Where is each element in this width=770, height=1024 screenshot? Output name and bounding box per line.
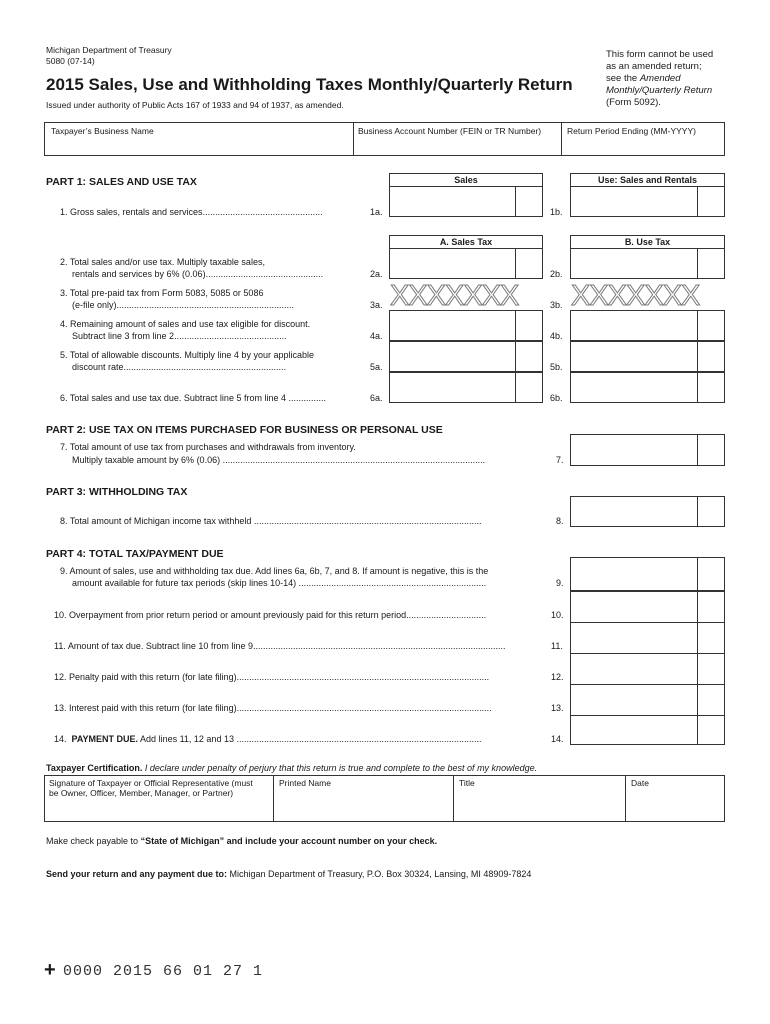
line3-label-1: 3. Total pre-paid tax from Form 5083, 5085 or 5086 <box>60 288 264 298</box>
line8-number: 8. <box>556 516 564 526</box>
col-header-use-tax: B. Use Tax <box>570 235 725 249</box>
line10-label: 10. Overpayment from prior return period or amount previously paid for this return period................................ <box>54 610 487 620</box>
line1a-field[interactable] <box>389 186 543 217</box>
line4-label-1: 4. Remaining amount of sales and use tax eligible for discount. <box>60 319 311 329</box>
line8-field[interactable] <box>570 496 725 527</box>
line2-label-2: rentals and services by 6% (0.06)............................................... <box>72 269 324 279</box>
line14-field[interactable] <box>571 716 724 744</box>
form-title: 2015 Sales, Use and Withholding Taxes Monthly/Quarterly Return <box>46 75 573 94</box>
line3-label-2: (e-file only)....................................................................... <box>72 300 295 310</box>
business-name-field[interactable] <box>46 137 352 154</box>
line2b-number: 2b. <box>550 269 563 279</box>
line3b-blocked-area: XXXXXXX <box>571 280 700 312</box>
line6b-field[interactable] <box>570 372 725 403</box>
line14-label: 14. PAYMENT DUE. Add lines 11, 12 and 13 .................................................................................................. <box>54 734 482 744</box>
line6a-number: 6a. <box>370 393 383 403</box>
mailing-instruction: Send your return and any payment due to: Michigan Department of Treasury, P.O. Box 30324, Lansing, MI 48909-7824 <box>46 869 532 879</box>
line1b-number: 1b. <box>550 207 563 217</box>
identification-box <box>44 122 725 156</box>
line7-label-2: Multiply taxable amount by 6% (0.06) ......................................................................................................... <box>72 455 486 465</box>
line4a-number: 4a. <box>370 331 383 341</box>
line4a-field[interactable] <box>389 310 543 341</box>
printed-name-label: Printed Name <box>279 778 331 788</box>
account-number-field[interactable] <box>355 137 560 154</box>
plus-mark: + <box>44 959 56 981</box>
line10-number: 10. <box>551 610 564 620</box>
part2-heading: PART 2: USE TAX ON ITEMS PURCHASED FOR BUSINESS OR PERSONAL USE <box>46 424 443 436</box>
line2-label-1: 2. Total sales and/or use tax. Multiply taxable sales, <box>60 257 265 267</box>
line5-label-2: discount rate................................................................. <box>72 362 287 372</box>
department-name: Michigan Department of Treasury <box>46 45 172 55</box>
line1b-field[interactable] <box>570 186 725 217</box>
period-ending-field[interactable] <box>563 137 723 154</box>
line5b-field[interactable] <box>570 341 725 372</box>
col-header-sales: Sales <box>389 173 543 187</box>
line4b-field[interactable] <box>570 310 725 341</box>
line8-label: 8. Total amount of Michigan income tax withheld ........................................................................................... <box>60 516 482 526</box>
line14-number: 14. <box>551 734 564 744</box>
line12-label: 12. Penalty paid with this return (for late filing)..................................................................................................... <box>54 672 490 682</box>
col-header-use-sales-rentals: Use: Sales and Rentals <box>570 173 725 187</box>
col-header-sales-tax: A. Sales Tax <box>389 235 543 249</box>
line6a-field[interactable] <box>389 372 543 403</box>
title-label: Title <box>459 778 475 788</box>
line5a-field[interactable] <box>389 341 543 372</box>
line9-field[interactable] <box>570 557 725 591</box>
line9-label-1: 9. Amount of sales, use and withholding tax due. Add lines 6a, 6b, 7, and 8. If amount is negative, this is the <box>60 566 489 576</box>
line3b-number: 3b. <box>550 300 563 310</box>
amended-notice: This form cannot be used as an amended return; see the Amended Monthly/Quarterly Return (Form 5092). <box>606 49 714 108</box>
line3a-number: 3a. <box>370 300 383 310</box>
line2a-number: 2a. <box>370 269 383 279</box>
certification-box <box>44 775 725 822</box>
signature-label: Signature of Taxpayer or Official Representative (must be Owner, Officer, Member, Manager, or Partner) <box>49 778 253 798</box>
line11-number: 11. <box>551 641 563 651</box>
authority-text: Issued under authority of Public Acts 167 of 1933 and 94 of 1937, as amended. <box>46 100 344 110</box>
line13-field[interactable] <box>571 685 724 714</box>
business-name-label: Taxpayer’s Business Name <box>51 126 154 136</box>
line7-field[interactable] <box>570 434 725 466</box>
line9-number: 9. <box>556 578 564 588</box>
signature-field[interactable] <box>46 800 272 821</box>
line1-label: 1. Gross sales, rentals and services................................................ <box>60 207 323 217</box>
line13-label: 13. Interest paid with this return (for late filing)...................................................................................................... <box>54 703 492 713</box>
line12-number: 12. <box>551 672 564 682</box>
scan-line-number: 0000 2015 66 01 27 1 <box>63 963 264 980</box>
line7-number: 7. <box>556 455 564 465</box>
printed-name-field[interactable] <box>275 790 452 821</box>
date-field[interactable] <box>627 790 723 821</box>
line6b-number: 6b. <box>550 393 563 403</box>
line11-field[interactable] <box>571 623 724 652</box>
account-number-label: Business Account Number (FEIN or TR Number) <box>358 126 542 136</box>
certification-statement: Taxpayer Certification. I declare under penalty of perjury that this return is true and complete to the best of my knowledge. <box>46 763 538 773</box>
line11-label: 11. Amount of tax due. Subtract line 10 from line 9..................................................................................................... <box>54 641 506 651</box>
payable-instruction: Make check payable to “State of Michigan” and include your account number on your check. <box>46 836 438 846</box>
part1-heading: PART 1: SALES AND USE TAX <box>46 176 197 188</box>
period-ending-label: Return Period Ending (MM-YYYY) <box>567 126 696 136</box>
form-number: 5080 (07-14) <box>46 56 95 66</box>
line9-label-2: amount available for future tax periods (skip lines 10-14) ........................................................................... <box>72 578 487 588</box>
line1a-number: 1a. <box>370 207 383 217</box>
line2a-field[interactable] <box>389 248 543 279</box>
title-field[interactable] <box>455 790 624 821</box>
line4b-number: 4b. <box>550 331 563 341</box>
line5b-number: 5b. <box>550 362 563 372</box>
line12-field[interactable] <box>571 654 724 683</box>
line7-label-1: 7. Total amount of use tax from purchases and withdrawals from inventory. <box>60 442 356 452</box>
line6-label: 6. Total sales and use tax due. Subtract line 5 from line 4 ............... <box>60 393 326 403</box>
line2b-field[interactable] <box>570 248 725 279</box>
part4-heading: PART 4: TOTAL TAX/PAYMENT DUE <box>46 548 224 560</box>
line5a-number: 5a. <box>370 362 383 372</box>
line5-label-1: 5. Total of allowable discounts. Multiply line 4 by your applicable <box>60 350 314 360</box>
line3a-blocked-area: XXXXXXX <box>390 280 519 312</box>
part3-heading: PART 3: WITHHOLDING TAX <box>46 486 188 498</box>
line4-label-2: Subtract line 3 from line 2............................................. <box>72 331 287 341</box>
date-label: Date <box>631 778 649 788</box>
line13-number: 13. <box>551 703 564 713</box>
line10-field[interactable] <box>571 592 724 621</box>
